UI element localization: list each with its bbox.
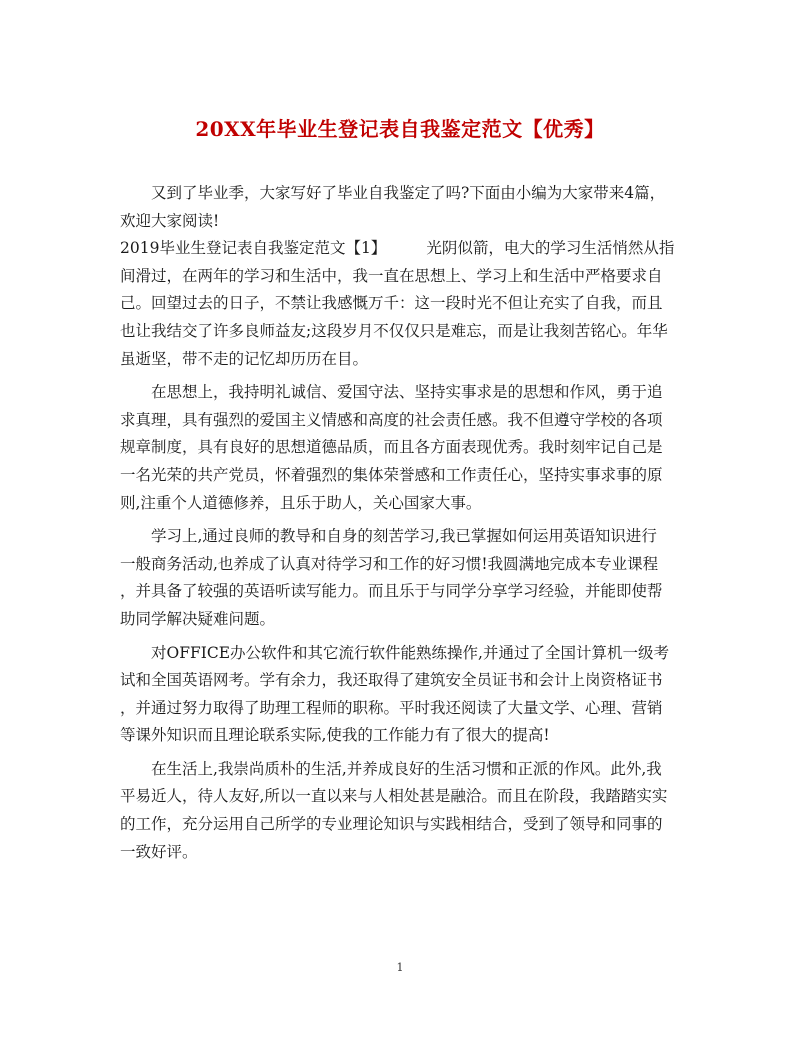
paragraph-1-line: 间滑过，在两年的学习和生活中，我一直在思想上、学习上和生活中严格要求自: [120, 266, 663, 285]
paragraph-5-line: 在生活上,我崇尚质朴的生活,并养成良好的生活习惯和正派的作风。此外,我: [151, 759, 662, 778]
page-number: 1: [396, 961, 404, 974]
paragraph-5-line: 一致好评。: [120, 842, 198, 861]
entry-first-line-text: 光阴似箭，电大的学习生活悄然从指: [426, 239, 675, 258]
paragraph-4-line: 等课外知识而且理论联系实际,使我的工作能力有了很大的提高!: [120, 726, 550, 745]
paragraph-1-line: 己。回望过去的日子，不禁让我感慨万千：这一段时光不但让充实了自我，而且: [120, 294, 663, 313]
paragraph-3-line: ，并具备了较强的英语听读写能力。而且乐于与同学分享学习经验，并能即使帮: [120, 582, 663, 601]
paragraph-2-line: 一名光荣的共产党员，怀着强烈的集体荣誉感和工作责任心，坚持实事求事的原: [120, 465, 663, 484]
intro-line: 又到了毕业季，大家写好了毕业自我鉴定了吗?下面由小编为大家带来4篇，: [151, 184, 666, 202]
paragraph-1-line: 虽逝坚，带不走的记忆却历历在目。: [120, 349, 369, 368]
entry-heading: 2019毕业生登记表自我鉴定范文【1】: [120, 239, 387, 258]
document-body: [120, 180, 680, 866]
paragraph-2-line: 求真理，具有强烈的爱国主义情感和高度的社会责任感。我不但遵守学校的各项: [120, 410, 663, 429]
paragraph-2-line: 在思想上，我持明礼诚信、爱国守法、坚持实事求是的思想和作风，勇于追: [151, 383, 663, 402]
paragraph-2-line: 规章制度，具有良好的思想道德品质，而且各方面表现优秀。我时刻牢记自己是: [120, 438, 663, 457]
paragraph-5-line: 平易近人，待人友好,所以一直以来与人相处甚是融洽。而且在阶段，我踏踏实实: [120, 787, 668, 806]
paragraph-3-line: 一般商务活动,也养成了认真对待学习和工作的好习惯!我圆满地完成本专业课程: [120, 554, 659, 573]
paragraph-4-line: 试和全国英语网考。学有余力，我还取得了建筑安全员证书和会计上岗资格证书: [120, 671, 663, 690]
paragraph-1-line: 也让我结交了许多良师益友;这段岁月不仅仅只是难忘，而是让我刻苦铭心。年华: [120, 321, 668, 340]
paragraph-4-line: 对OFFICE办公软件和其它流行软件能熟练操作,并通过了全国计算机一级考: [151, 643, 669, 662]
document-title: 20XX年毕业生登记表自我鉴定范文【优秀】: [195, 117, 605, 141]
intro-line: 欢迎大家阅读!: [120, 211, 220, 230]
paragraph-3-line: 助同学解决疑难问题。: [120, 609, 276, 628]
paragraph-2-line: 则,注重个人道德修养，且乐于助人，关心国家大事。: [120, 493, 482, 512]
paragraph-5-line: 的工作，充分运用自己所学的专业理论知识与实践相结合，受到了领导和同事的: [120, 815, 663, 834]
entry-first-line: [120, 235, 680, 263]
paragraph-3-line: 学习上,通过良师的教导和自身的刻苦学习,我已掌握如何运用英语知识进行: [151, 527, 657, 546]
paragraph-4-line: ，并通过努力取得了助理工程师的职称。平时我还阅读了大量文学、心理、营销: [120, 698, 663, 717]
